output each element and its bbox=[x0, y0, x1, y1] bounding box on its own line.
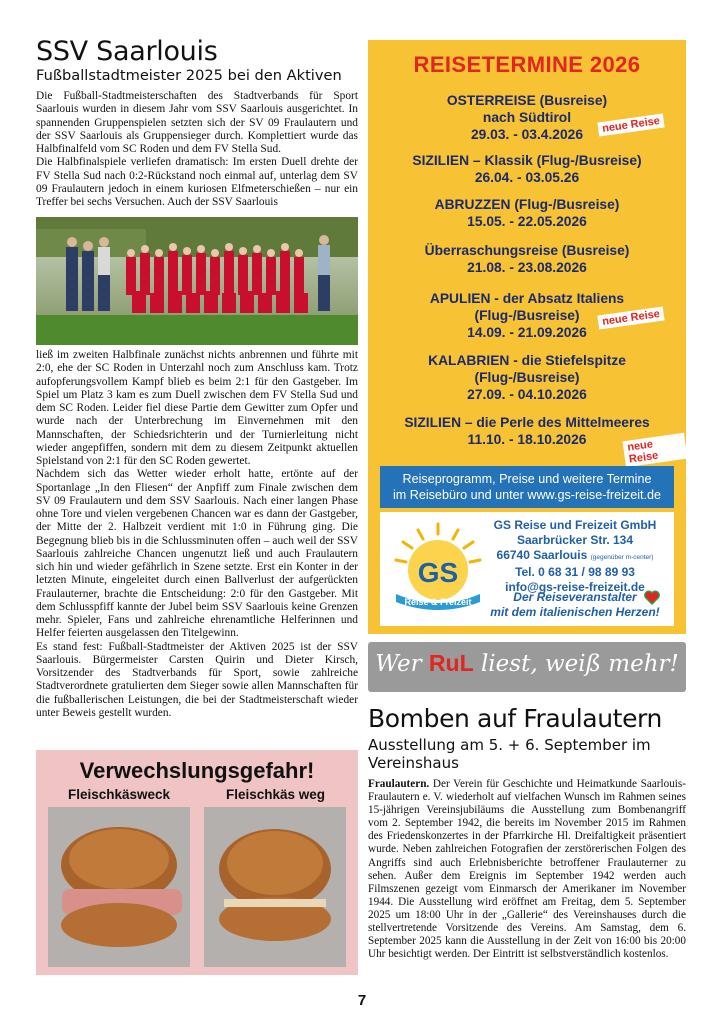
paragraph: Die Halbfinalspiele verliefen dramatisch: Im ersten Duell drehte der FV Stella Sud nach 0:2-Rückstand noch einmal auf, unterlag dem SV 09 Fraulautern jedoch in einem kuriosen Elfmeterschießen – nur ein Treffer bei sechs Versuchen. Auch der SSV Saarlouis bbox=[36, 156, 358, 208]
team-photo bbox=[36, 217, 358, 345]
article-subtitle: Fußballstadtmeister 2025 bei den Aktiven bbox=[36, 67, 342, 84]
gs-reise-ad bbox=[380, 512, 674, 626]
svg-text:GS: GS bbox=[417, 557, 459, 588]
trip-sizilien-perle: SIZILIEN – die Perle des Mittelmeeres 11.10. - 18.10.2026 bbox=[404, 415, 650, 447]
verwechslung-box bbox=[36, 750, 358, 975]
article-body-top bbox=[36, 90, 358, 209]
paragraph: Es stand fest: Fußball-Stadtmeister der Aktiven 2025 ist der SSV Saarlouis. Bürgermeister Carsten Quirin und Dieter Kirsch, Vorsitzender des Stadtverbands für Sport, sowie zahlreiche Stadtverordnete gratulierten dem Sieger sowie allen Mannschaften für die fußballerischen Leistungen, die bei der Stadtmeisterschaft wieder unter Beweis gestellt wurden. bbox=[36, 640, 358, 719]
reisetermine-box bbox=[368, 40, 686, 634]
article-body-bottom bbox=[36, 349, 358, 720]
gs-logo bbox=[388, 520, 488, 618]
new-trip-badge: neue Reise bbox=[622, 433, 687, 467]
phone: Tel. 0 68 31 / 98 89 93 bbox=[515, 565, 635, 579]
paragraph: Die Fußball-Stadtmeisterschaften des Stadtverbands für Sport Saarlouis wurden in diesem Jahr vom SSV Saarlouis ausgerichtet. In spannenden Gruppenspielen setzten sich der SV 09 Fraulautern und der SSV Saarlouis als Gruppensieger durch. Komplettiert wurde das Halbfinalfeld vom SC Roden und dem FV Stella Sud. bbox=[36, 90, 358, 155]
paragraph: ließ im zweiten Halbfinale zunächst nichts anbrennen und führte mit 2:0, ehe der SC Roden in Unterzahl noch zum Anschluss kam. Trotz aufopferungsvollem Kampf blieb es beim 2:1 für den Gastgeber. Im Spiel um Platz 3 kam es zum Duell zwischen dem FV Stella Sud und dem SC Roden. Leider fiel diese Partie dem Gewitter zum Opfer und wurde nach der Unterbrechung im Einvernehmen mit den Mannschaften, der Schiedsrichterin und der Turnierleitung nicht wieder angepfiffen, sondern mit dem zu diesem Zeitpunkt aktuellen Spielstand von 2:1 für den SC Roden gewertet. bbox=[36, 349, 358, 467]
trip-abruzzen: ABRUZZEN (Flug-/Busreise) 15.05. - 22.05.2026 bbox=[434, 197, 620, 229]
trip-ueberraschungsreise: Überraschungsreise (Busreise) 21.08. - 23.08.2026 bbox=[424, 243, 630, 275]
sandwich-photo bbox=[48, 807, 190, 967]
page-number: 7 bbox=[357, 992, 367, 1009]
article-body: Fraulautern. Der Verein für Geschichte und Heimatkunde Saarlouis-Fraulautern e. V. wiederholt auf vielfachen Wunsch im Rahmen seines 15-jährigen Vereinsjubiläums die Ausstellung zum Bombenangriff vom 2. September 1942, die bereits im November 2015 im Rahmen des Friedenskonzertes in der Pfarrkirche Hl. Dreifaltigkeit präsentiert wurde. Neben zahlreichen Fotografien der zerstörerischen Folgen des Angriffs sind auch Erlebnisberichte betroffener Fraulauterner zu sehen. Außer dem Ereignis im September 1942 werden auch Filmszenen gezeigt vom Einmarsch der Amerikaner im November 1944. Die Ausstellung wird eröffnet am Freitag, dem 5. September 2025 um 18:00 Uhr in der „Gallerie“ des Vereinshauses durch die stellvertretende Vorsitzende des Vereins. Am Samstag, dem 6. September 2025 kann die Ausstellung in der Zeit von 16:00 bis 20:00 Uhr besichtigt werden. Der Eintritt ist selbstverständlich kostenlos. bbox=[368, 778, 686, 961]
article-title: Bomben auf Fraulautern bbox=[368, 704, 662, 733]
trip-kalabrien: KALABRIEN - die Stiefelspitze (Flug-/Busreise) 27.09. - 04.10.2026 bbox=[428, 353, 626, 402]
rul-banner: Wer RuL liest, weiß mehr! bbox=[368, 642, 686, 692]
reisetermine-title: REISETERMINE 2026 bbox=[413, 52, 641, 77]
paragraph: Nachdem sich das Wetter wieder erholt hatte, ertönte auf der Sportanlage „In den Fliesen“ der Anpfiff zum Finale zwischen dem SV 09 Fraulautern und dem SSV Saarlouis. Nach einer langen Phase ohne Tore und vielen vergebenen Chancen war es dann der Gastgeber, der Mitte der 2. Halbzeit verdient mit 1:0 in Führung ging. Die Begegnung blieb bis in die Schlussminuten offen – auch weil der SSV Saarlouis zahlreiche Chancen ungenutzt ließ und auch Fraulautern sich hin und wieder gefährlich in Szene setzte. Erst ein Konter in der letzten Minute, eingeleitet durch einen Ballverlust der aufgerückten Fraulauterner, brachte die Entscheidung: 2:0 für den Gastgeber. Mit dem Schlusspfiff kannte der Jubel beim SSV Saarlouis keine Grenzen mehr. Spieler, Fans und zahlreiche ehrenamtliche Helferinnen und Helfer feierten ausgelassen den Titelgewinn. bbox=[36, 468, 358, 640]
article-title: SSV Saarlouis bbox=[36, 36, 218, 67]
article-bomben bbox=[368, 705, 686, 961]
ad-slogan: Der Reiseveranstalter mit dem italienischen Herzen! bbox=[490, 590, 660, 619]
trip-osterreise: OSTERREISE (Busreise) nach Südtirol 29.03. - 03.4.2026 bbox=[446, 93, 608, 142]
label-fleischkaesweck: Fleischkäsweck bbox=[68, 787, 171, 802]
new-trip-badge: neue Reise bbox=[597, 113, 664, 136]
trip-apulien: APULIEN - der Absatz Italiens (Flug-/Busreise) 14.09. - 21.09.2026 bbox=[429, 291, 625, 340]
heart-icon bbox=[644, 590, 660, 605]
article-subtitle: Ausstellung am 5. + 6. September im Vereinshaus bbox=[368, 736, 651, 772]
website-link[interactable]: im Reisebüro und unter www.gs-reise-freizeit.de bbox=[392, 488, 662, 502]
trip-sizilien-klassik: SIZILIEN – Klassik (Flug-/Busreise) 26.04. - 03.05.26 bbox=[412, 153, 642, 185]
rul-brand: RuL bbox=[428, 650, 474, 676]
info-bar: Reiseprogramm, Preise und weitere Termine im Reisebüro und unter www.gs-reise-freizeit.de bbox=[380, 466, 674, 508]
svg-text:Reise & Freizeit: Reise & Freizeit bbox=[404, 597, 472, 607]
article-ssv bbox=[36, 38, 358, 209]
new-trip-badge: neue Reise bbox=[597, 306, 664, 329]
label-fleischkaes-weg: Fleischkäs weg bbox=[226, 787, 326, 802]
email-link[interactable]: info@gs-reise-freizeit.de bbox=[505, 580, 645, 594]
empty-roll-photo bbox=[204, 807, 346, 967]
company-address: GS Reise und Freizeit GmbH Saarbrücker Str. 134 66740 Saarlouis (gegenüber m-center) Tel. 0 68 31 / 98 89 93 info@gs-reise-freizeit.de bbox=[480, 518, 670, 595]
verwechslung-title: Verwechslungsgefahr! bbox=[79, 758, 315, 783]
